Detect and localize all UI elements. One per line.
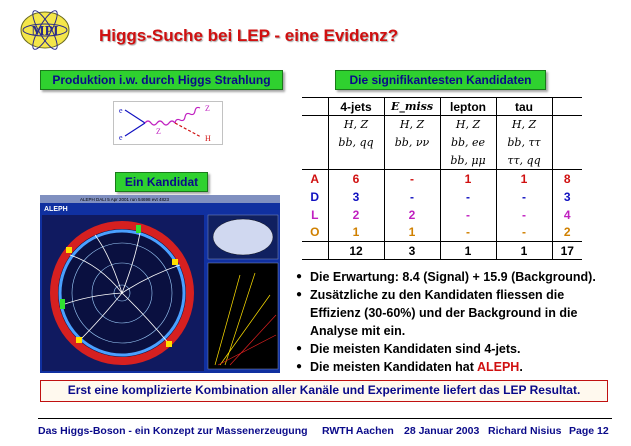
feynman-diagram [113,101,223,145]
process-cell: bb, μμ [440,152,496,170]
footer-date: 28 Januar 2003 [404,425,480,437]
table-row-opal [302,224,582,242]
count-cell: - [496,206,552,224]
count-cell: 1 [328,224,384,242]
count-cell: - [384,170,440,188]
header-tau: tau [496,98,552,116]
sum-cell: 1 [496,242,552,260]
footer-author: Richard Nisius [488,425,562,437]
bullet-additional-cont: Effizienz (30-60%) und der Background in die [310,306,578,320]
total-cell: 4 [563,207,571,222]
count-cell: 1 [496,170,552,188]
mpi-logo [19,10,71,50]
bullet-additional-cont: Analyse mit ein. [310,324,406,338]
process-cell: H, Z [328,116,384,134]
sum-total-cell: 17 [552,242,582,260]
total-cell: 2 [563,225,571,240]
experiment-label: A [302,170,328,188]
bullet-aleph-suffix: . [519,360,523,374]
table-row-delphi [302,188,582,206]
bullet-list [296,268,596,376]
count-cell: - [496,188,552,206]
label-e-bottom: e [119,133,123,142]
sum-cell: 3 [384,242,440,260]
count-cell: - [440,224,496,242]
count-cell: 1 [384,224,440,242]
process-cell: ττ, qq [496,152,552,170]
count-cell: 3 [328,188,384,206]
experiment-label: L [311,207,319,222]
aleph-event-display [40,195,280,373]
process-row [302,134,582,152]
experiment-label: D [310,189,320,204]
sum-cell: 1 [440,242,496,260]
label-z-propagator: Z [156,127,161,136]
aleph-label: ALEPH [44,206,68,213]
process-cell [384,152,440,170]
production-header: Produktion i.w. durch Higgs Strahlung [40,70,283,90]
count-cell: - [384,188,440,206]
process-cell [328,152,384,170]
event-header-text: ALEPH DALI 5 Apr 2001 run 54698 evt 4823 [80,197,170,202]
total-cell: 3 [563,189,571,204]
label-e-top: e [119,106,123,115]
total-cell: 8 [552,170,582,188]
table-row-sum [302,242,582,260]
label-z-out: Z [205,104,210,113]
candidate-label: Ein Kandidat [115,172,208,192]
count-cell: 1 [440,170,496,188]
process-cell: H, Z [440,116,496,134]
count-cell: - [496,224,552,242]
process-cell: H, Z [384,116,440,134]
candidate-table [302,97,582,260]
process-row [302,152,582,170]
bullet-4jets: ● Die meisten Kandidaten sind 4-jets. [296,340,596,358]
process-cell: bb, qq [328,134,384,152]
header-emiss: E_miss [384,98,440,116]
count-cell: - [440,206,496,224]
conclusion-box: Erst eine komplizierte Kombination aller Kanäle und Experimente liefert das LEP Resultat. [40,380,608,402]
label-h-out: H [205,134,211,143]
bullet-aleph [296,358,596,376]
candidates-header: Die signifikantesten Kandidaten [335,70,546,90]
header-4jets: 4-jets [328,98,384,116]
table-row-l3 [302,206,582,224]
sum-cell: 12 [328,242,384,260]
bullet-aleph-prefix: Die meisten Kandidaten hat [310,360,477,374]
logo-text: MPI [31,24,59,39]
count-cell: - [440,188,496,206]
count-cell: 2 [328,206,384,224]
process-cell: bb, ee [440,134,496,152]
process-cell: bb, νν [384,134,440,152]
process-row [302,116,582,134]
process-cell: H, Z [496,116,552,134]
count-cell: 2 [384,206,440,224]
footer-divider [38,418,612,419]
bullet-aleph-highlight: ALEPH [476,360,520,374]
footer-page: Page 12 [569,425,609,437]
page-title: Higgs-Suche bei LEP - eine Evidenz? [99,26,399,45]
header-lepton: lepton [440,98,496,116]
bullet-expectation: ● Die Erwartung: 8.4 (Signal) + 15.9 (Background). [296,268,596,286]
bullet-additional: ● Zusätzliche zu den Kandidaten fliessen die [296,286,596,304]
footer-institute: RWTH Aachen [322,425,394,437]
footer-course: Das Higgs-Boson - ein Konzept zur Massenerzeugung [38,425,308,437]
experiment-label: O [310,225,320,240]
process-cell: bb, ττ [496,134,552,152]
table-row-aleph [302,170,582,188]
count-cell: 6 [328,170,384,188]
table-header-row [302,98,582,116]
